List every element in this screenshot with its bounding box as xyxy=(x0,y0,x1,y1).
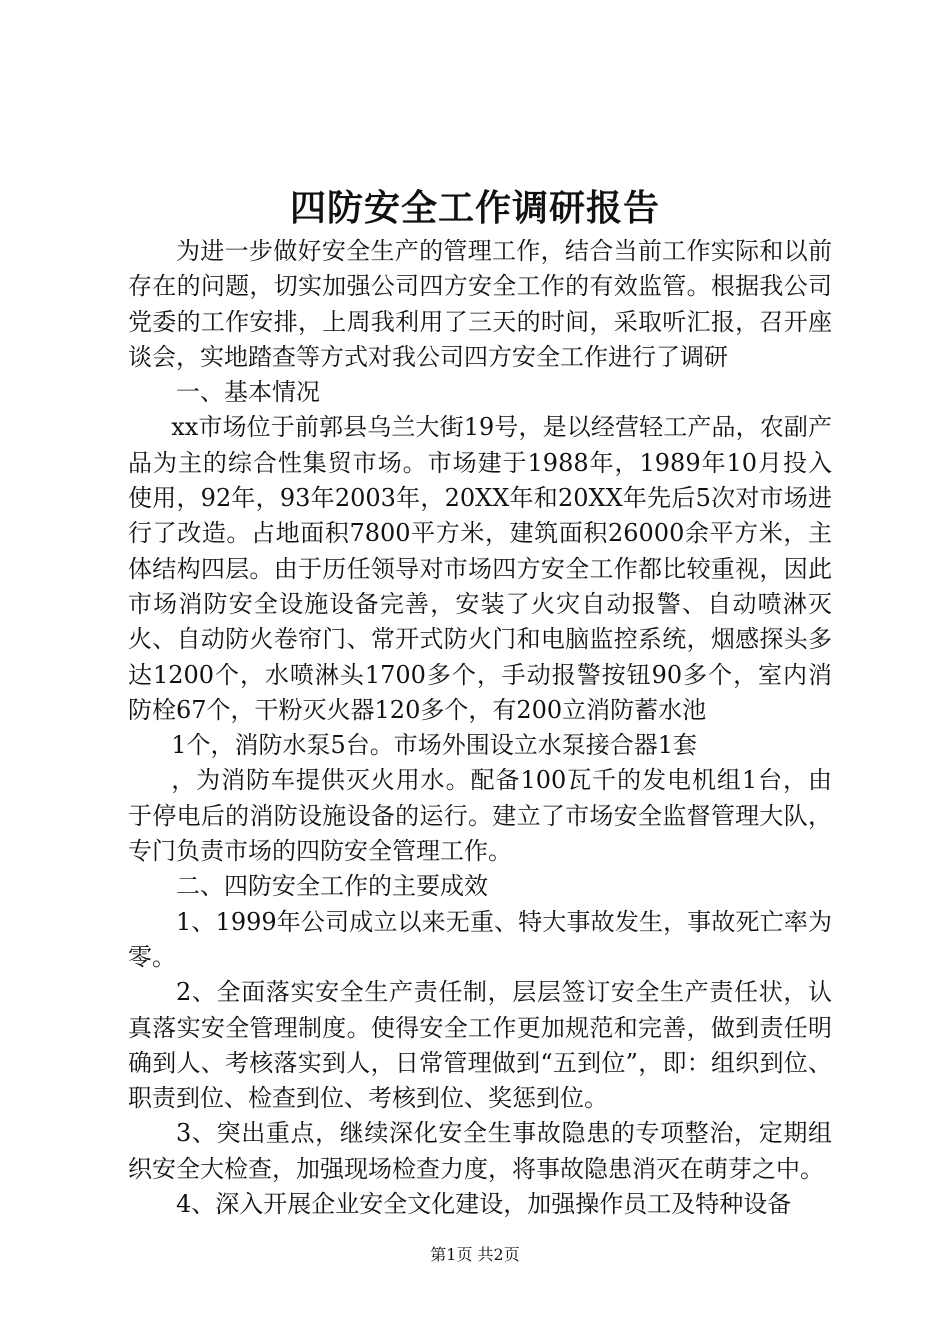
document-title: 四防安全工作调研报告 xyxy=(289,187,660,229)
paragraph-fire-water: ，为消防车提供灭火用水。配备100瓦千的发电机组1台，由于停电后的消防设施设备的运行。建立了市场安全监督管理大队，专门负责市场的四防安全管理工作。 xyxy=(128,766,832,866)
paragraph-market-overview: xx市场位于前郭县乌兰大街19号，是以经营轻工产品，农副产品为主的综合性集贸市场。市场建于1988年，1989年10月投入使用，92年，93年2003年，20XX年和20XX年先后5次对市场进行了改造。占地面积7800平方米，建筑面积26000余平方米，主体结构四层。由于历任领导对市场四方安全工作都比较重视，因此市场消防安全设施设备完善，安装了火灾自动报警、自动喷淋灭火、自动防火卷帘门、常开式防火门和电脑监控系统，烟感探头多达1200个，水喷淋头1700多个，手动报警按钮90多个，室内消防栓67个，干粉灭火器120多个，有200立消防蓄水池 xyxy=(128,413,832,724)
paragraph-intro: 为进一步做好安全生产的管理工作，结合当前工作实际和以前存在的问题，切实加强公司四方安全工作的有效监管。根据我公司党委的工作安排，上周我利用了三天的时间，采取听汇报，召开座谈会，实地踏查等方式对我公司四方安全工作进行了调研 xyxy=(128,237,832,371)
heading-main-achievements: 二、四防安全工作的主要成效 xyxy=(176,872,488,901)
page-footer: 第1页 共2页 xyxy=(430,1245,520,1264)
paragraph-achievement-1: 1、1999年公司成立以来无重、特大事故发生，事故死亡率为零。 xyxy=(128,907,832,971)
document-body xyxy=(128,234,832,1222)
heading-basic-situation: 一、基本情况 xyxy=(176,378,320,407)
paragraph-achievement-2: 2、全面落实安全生产责任制，层层签订安全生产责任状，认真落实安全管理制度。使得安全工作更加规范和完善，做到责任明确到人、考核落实到人，日常管理做到“五到位”，即：组织到位、职责到位、检查到位、考核到位、奖惩到位。 xyxy=(128,978,832,1113)
paragraph-pumps: 1个，消防水泵5台。市场外围设立水泵接合器1套 xyxy=(171,731,697,760)
paragraph-achievement-3: 3、突出重点，继续深化安全生事故隐患的专项整治，定期组织安全大检查，加强现场检查力度，将事故隐患消灭在萌芽之中。 xyxy=(128,1119,832,1183)
paragraph-achievement-4: 4、深入开展企业安全文化建设，加强操作员工及特种设备 xyxy=(176,1190,792,1219)
